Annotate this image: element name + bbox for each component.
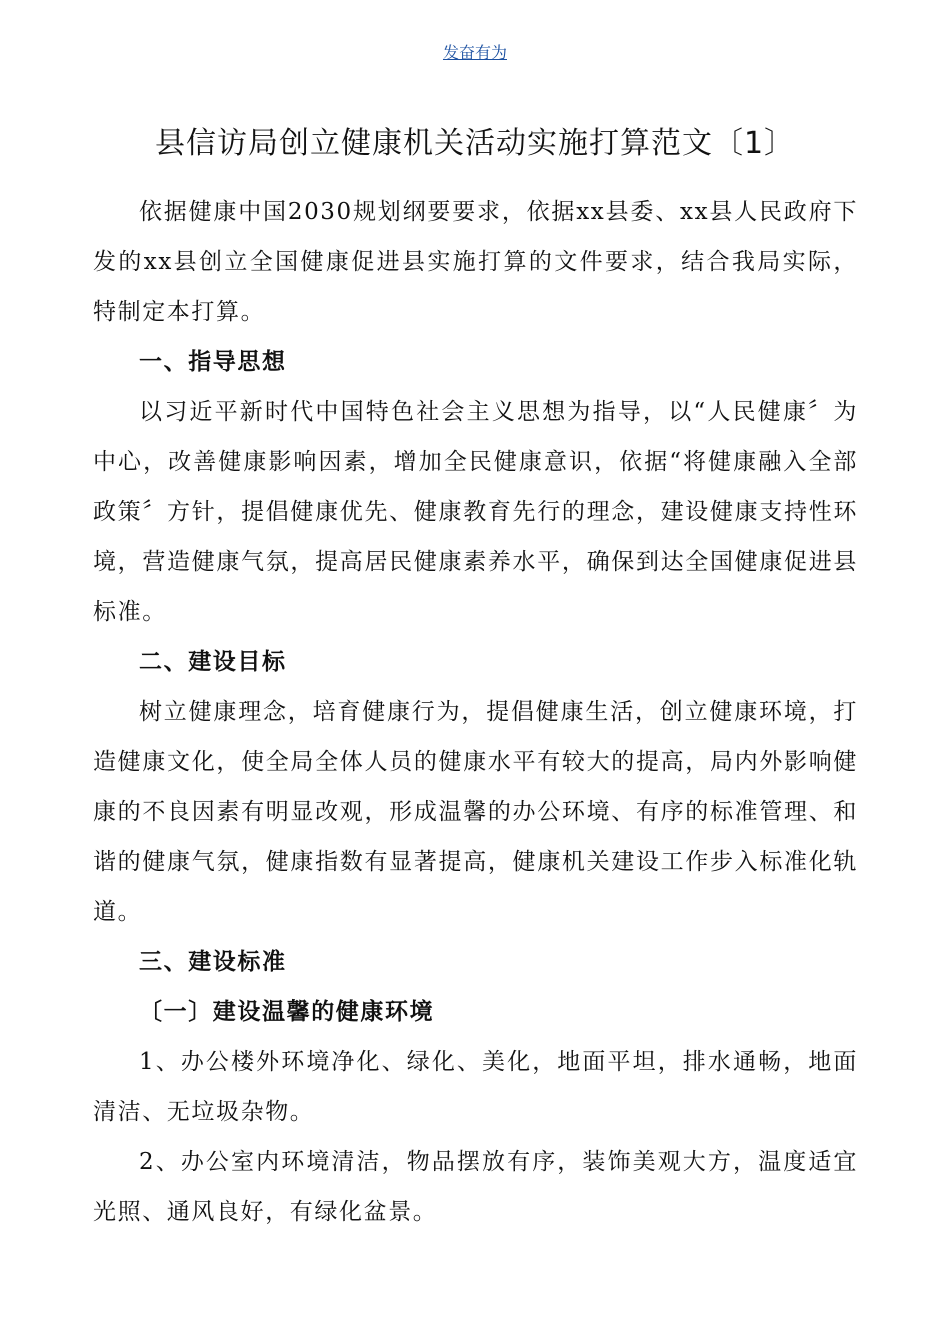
document-body [93, 187, 858, 1237]
section-heading-guiding-thought: 一、指导思想 [139, 349, 287, 375]
section-heading-goals: 二、建设目标 [139, 649, 287, 675]
header-link[interactable]: 发奋有为 [442, 43, 507, 62]
list-item: 1、办公楼外环境净化、绿化、美化，地面平坦，排水通畅，地面清洁、无垃圾杂物。 [93, 1049, 858, 1125]
guiding-thought-paragraph: 以习近平新时代中国特色社会主义思想为指导，以“人民健康〞为中心，改善健康影响因素，增加全民健康意识，依据“将健康融入全部政策〞方针，提倡健康优先、健康教育先行的理念，建设健康支持性环境，营造健康气氛，提高居民健康素养水平，确保到达全国健康促进县标准。 [93, 399, 858, 625]
goals-paragraph: 树立健康理念，培育健康行为，提倡健康生活，创立健康环境，打造健康文化，使全局全体人员的健康水平有较大的提高，局内外影响健康的不良因素有明显改观，形成温馨的办公环境、有序的标准管理、和谐的健康气氛，健康指数有显著提高，健康机关建设工作步入标准化轨道。 [93, 699, 858, 925]
subsection-heading-environment: 〔一〕建设温馨的健康环境 [139, 999, 435, 1025]
document-title: 县信访局创立健康机关活动实施打算范文〔1〕 [154, 126, 796, 161]
section-heading-standards: 三、建设标准 [139, 949, 287, 975]
intro-paragraph: 依据健康中国2030规划纲要要求，依据xx县委、xx县人民政府下发的xx县创立全国健康促进县实施打算的文件要求，结合我局实际，特制定本打算。 [93, 199, 858, 325]
list-item: 2、办公室内环境清洁，物品摆放有序，装饰美观大方，温度适宜光照、通风良好，有绿化盆景。 [93, 1149, 858, 1225]
